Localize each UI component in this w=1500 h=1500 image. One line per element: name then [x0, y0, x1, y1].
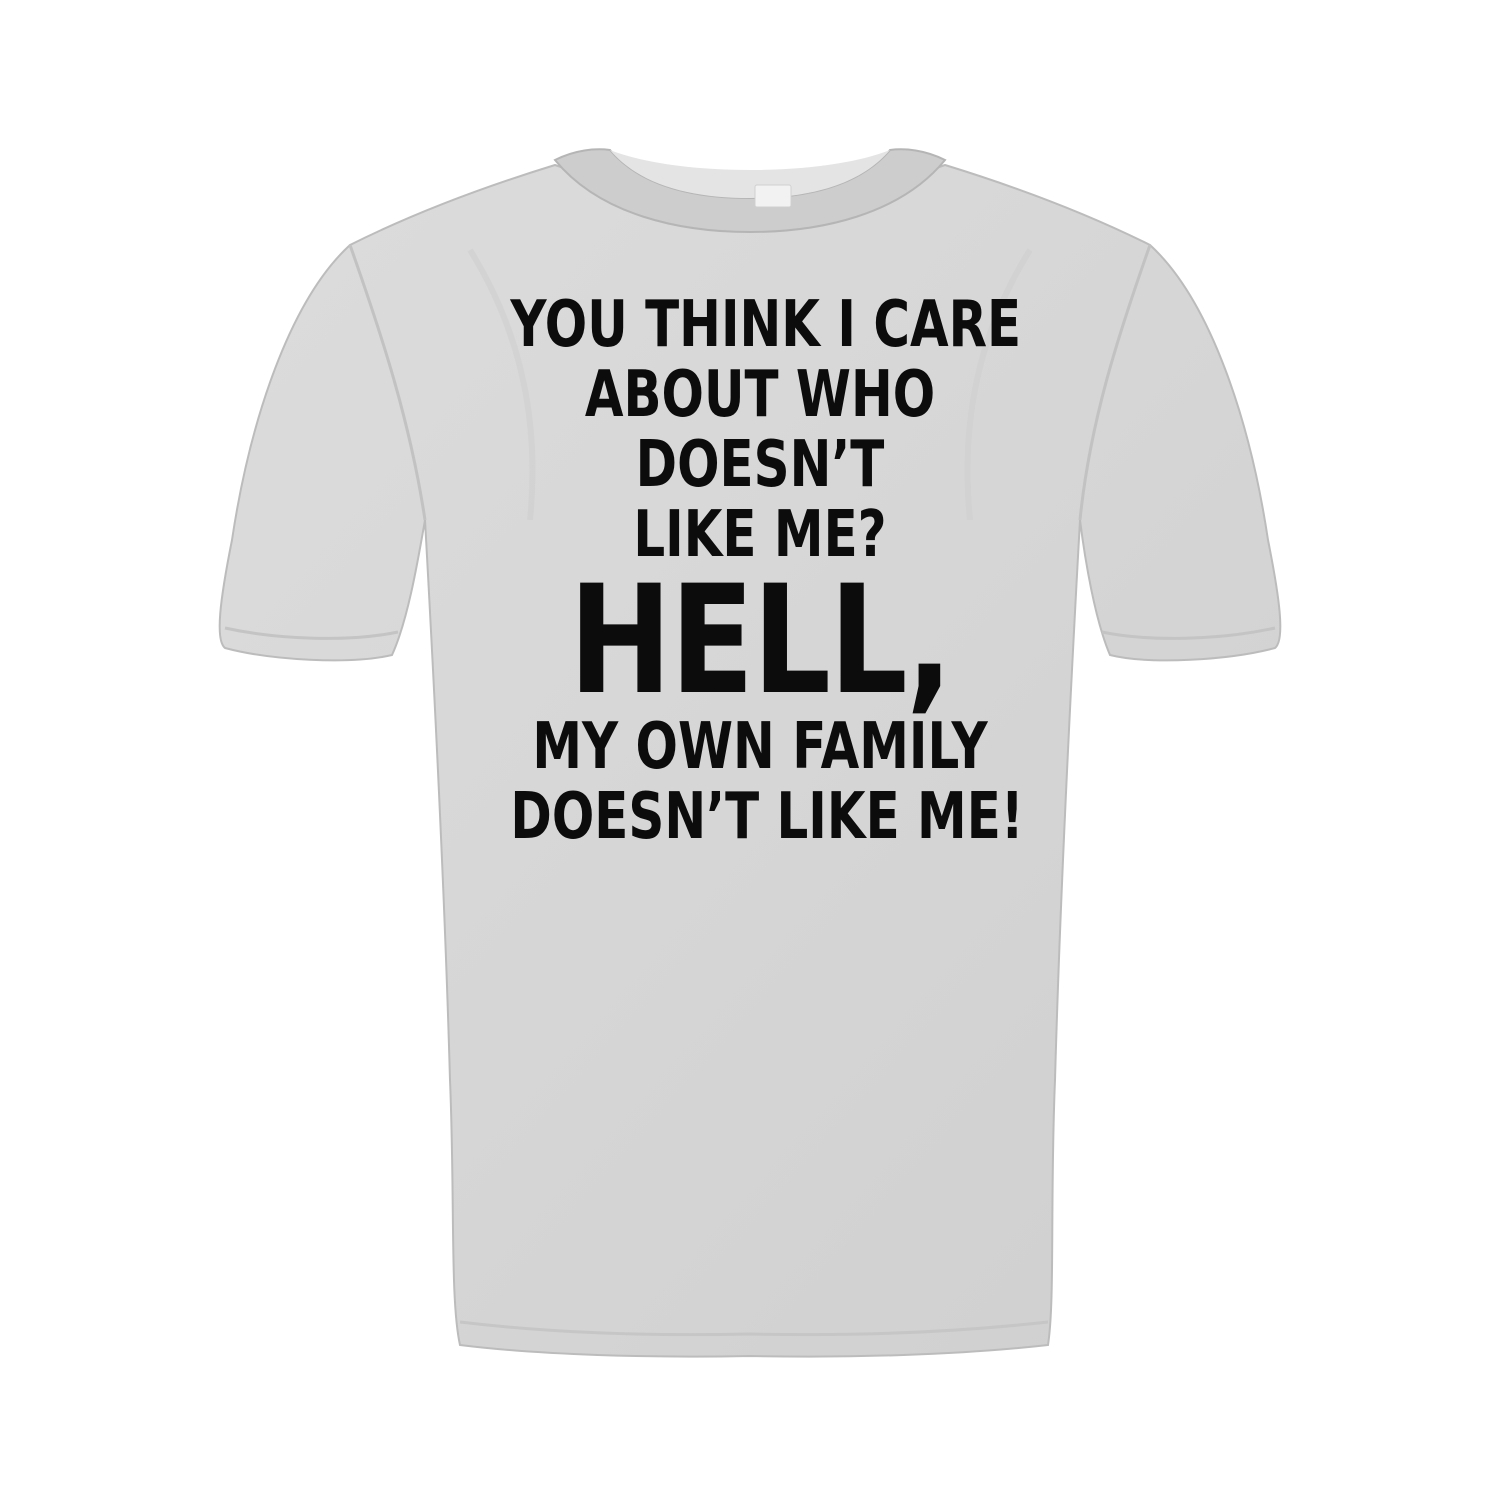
print-line: DOESN’T: [635, 428, 885, 502]
print-emphasis: HELL,: [568, 554, 952, 728]
neck-label: [755, 185, 791, 207]
shirt-print-text: [440, 290, 1080, 852]
print-line: DOESN’T LIKE ME!: [510, 780, 1024, 854]
print-line: LIKE ME?: [633, 498, 887, 572]
print-line: ABOUT WHO: [584, 358, 936, 432]
print-line: MY OWN FAMILY: [532, 710, 988, 784]
print-line: YOU THINK I CARE: [510, 288, 1022, 362]
